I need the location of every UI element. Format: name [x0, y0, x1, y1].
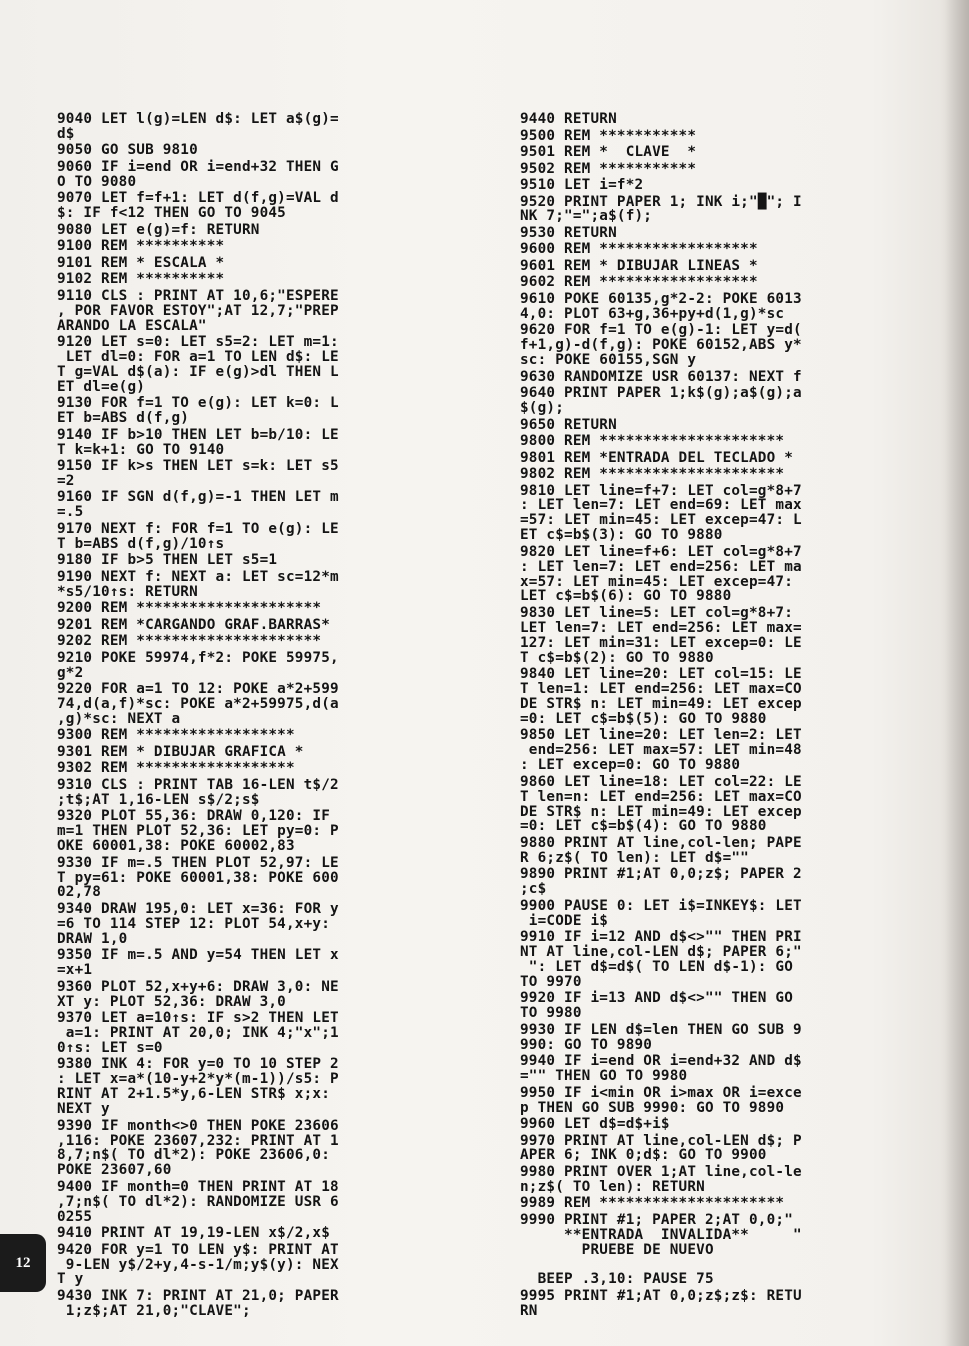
- code-line: 9180 IF b>5 THEN LET s5=1: [57, 552, 278, 569]
- code-line: 9050 GO SUB 9810: [57, 142, 198, 159]
- code-line: 9501 REM * CLAVE *: [520, 144, 697, 160]
- code-line: 9610 POKE 60135,g*2-2: POKE 6013 4,0: PLOT 63+g,36+py+d(1,g)*sc: [520, 290, 802, 322]
- code-line: 9930 IF LEN d$=len THEN GO SUB 9 990: GO TO 9890: [520, 1021, 802, 1053]
- code-line: 9860 LET line=18: LET col=22: LE T len=n: LET end=256: LET max=CO DE STR$ n: LET min=49: LET excep =0: LET c$=b$(4): GO TO 9880: [520, 773, 802, 835]
- code-line: 9970 PRINT AT line,col-LEN d$; P APER 6; INK 0;d$: GO TO 9900: [520, 1132, 802, 1164]
- code-line: 9900 PAUSE 0: LET i$=INKEY$: LET i=CODE i$: [520, 897, 802, 929]
- code-line: 9940 IF i=end OR i=end+32 AND d$ ="" THEN GO TO 9980: [520, 1053, 802, 1085]
- code-line: 9330 IF m=.5 THEN PLOT 52,97: LE T py=61: POKE 60001,38: POKE 600 02,78: [57, 854, 339, 901]
- code-line: 9600 REM ******************: [520, 241, 758, 258]
- page-edge-shadow: [945, 0, 969, 1346]
- page-number-tab: [0, 1234, 46, 1292]
- code-line: 9070 LET f=f+1: LET d(f,g)=VAL d $: IF f<12 THEN GO TO 9045: [57, 190, 339, 222]
- code-line: 9500 REM ***********: [520, 127, 697, 144]
- code-line: 9502 REM ***********: [520, 160, 697, 177]
- code-line: 9101 REM * ESCALA *: [57, 254, 225, 271]
- code-line: 9130 FOR f=1 TO e(g): LET k=0: L ET b=ABS d(f,g): [57, 395, 339, 427]
- code-line: 9370 LET a=10↑s: IF s>2 THEN LET a=1: PRINT AT 20,0; INK 4;"x";1 0↑s: LET s=0: [57, 1010, 339, 1056]
- page-number: 12: [15, 1254, 31, 1271]
- code-line: 9650 RETURN: [520, 416, 617, 433]
- code-line: 9400 IF month=0 THEN PRINT AT 18 ,7;n$( TO dl*2): RANDOMIZE USR 6 0255: [57, 1178, 339, 1225]
- code-line: 9420 FOR y=1 TO LEN y$: PRINT AT 9-LEN y$/2+y,4-s-1/m;y$(y): NEX T y: [57, 1241, 339, 1288]
- code-line: 9060 IF i=end OR i=end+32 THEN G O TO 9080: [57, 158, 339, 190]
- code-line: 9340 DRAW 195,0: LET x=36: FOR y =6 TO 114 STEP 12: PLOT 54,x+y: DRAW 1,0: [57, 900, 339, 947]
- code-line: 9410 PRINT AT 19,19-LEN x$/2,x$: [57, 1225, 331, 1242]
- listing-left-column: [57, 112, 457, 1320]
- code-line: 9102 REM **********: [57, 271, 225, 288]
- code-line: 9201 REM *CARGANDO GRAF.BARRAS*: [57, 616, 331, 633]
- code-line: 9850 LET line=20: LET len=2: LET end=256: LET max=57: LET min=48 : LET excep=0: GO TO 9880: [520, 727, 802, 774]
- code-line: 9160 IF SGN d(f,g)=-1 THEN LET m =.5: [57, 489, 339, 521]
- code-line: 9040 LET l(g)=LEN d$: LET a$(g)= d$: [57, 111, 339, 142]
- code-line: 9510 LET i=f*2: [520, 177, 644, 193]
- code-line: 9100 REM **********: [57, 238, 225, 255]
- code-line: 9220 FOR a=1 TO 12: POKE a*2+599 74,d(a,f)*sc: POKE a*2+59975,d(a ,g)*sc: NEXT a: [57, 681, 339, 727]
- code-line: 9320 PLOT 55,36: DRAW 0,120: IF m=1 THEN PLOT 52,36: LET py=0: P OKE 60001,38: POKE 60002,83: [57, 808, 339, 855]
- code-line: 9390 IF month<>0 THEN POKE 23606 ,116: POKE 23607,232: PRINT AT 1 8,7;n$( TO dl*2): POKE 23606,0: POKE 23607,60: [57, 1117, 339, 1179]
- code-line: 9302 REM ******************: [57, 760, 295, 777]
- code-line: 9380 INK 4: FOR y=0 TO 10 STEP 2 : LET x=a*(10-y+2*y*(m-1))/s5: P RINT AT 2+1.5*y,6-LEN STR$ x;x: NEXT y: [57, 1056, 339, 1118]
- code-line: 9190 NEXT f: NEXT a: LET sc=12*m *s5/10↑s: RETURN: [57, 568, 339, 600]
- code-line: 9820 LET line=f+6: LET col=g*8+7 : LET len=7: LET end=256: LET ma x=57: LET min=45: LET excep=47: LET c$=b$(6): GO TO 9880: [520, 543, 802, 605]
- code-line: 9200 REM *********************: [57, 600, 322, 617]
- code-line: 9080 LET e(g)=f: RETURN: [57, 221, 260, 238]
- code-line: 9801 REM *ENTRADA DEL TECLADO *: [520, 449, 794, 466]
- code-line: 9920 IF i=13 AND d$<>"" THEN GO TO 9980: [520, 990, 794, 1022]
- code-line: 9430 INK 7: PRINT AT 21,0; PAPER 1;z$;AT 21,0;"CLAVE";: [57, 1287, 339, 1319]
- code-line: 9960 LET d$=d$+i$: [520, 1116, 670, 1132]
- code-line: 9170 NEXT f: FOR f=1 TO e(g): LE T b=ABS d(f,g)/10↑s: [57, 520, 339, 552]
- code-line: 9601 REM * DIBUJAR LINEAS *: [520, 257, 758, 274]
- code-line: 9520 PRINT PAPER 1; INK i;"█"; I NK 7;"=";a$(f);: [520, 193, 802, 225]
- code-line: 9300 REM ******************: [57, 727, 295, 744]
- code-line: 9210 POKE 59974,f*2: POKE 59975, g*2: [57, 649, 339, 681]
- code-line: 9980 PRINT OVER 1;AT line,col-le n;z$( TO len): RETURN: [520, 1163, 802, 1195]
- code-line: 9301 REM * DIBUJAR GRAFICA *: [57, 743, 304, 760]
- code-line: 9440 RETURN: [520, 111, 617, 127]
- code-line: 9950 IF i<min OR i>max OR i=exce p THEN GO SUB 9990: GO TO 9890: [520, 1084, 802, 1116]
- code-line: 9990 PRINT #1; PAPER 2;AT 0,0;" **ENTRADA INVALIDA** " PRUEBE DE NUEVO BEEP .3,10: PAUSE 75: [520, 1211, 802, 1288]
- code-line: 9150 IF k>s THEN LET s=k: LET s5 =2: [57, 458, 339, 489]
- code-line: 9120 LET s=0: LET s5=2: LET m=1: LET dl=0: FOR a=1 TO LEN d$: LE T g=VAL d$(a): IF e(g)>dl THEN L ET dl=e(g): [57, 334, 339, 395]
- code-line: 9800 REM *********************: [520, 433, 785, 450]
- listing-right-column: [520, 112, 925, 1320]
- code-line: 9530 RETURN: [520, 224, 617, 241]
- code-line: 9989 REM *********************: [520, 1195, 785, 1212]
- code-line: 9910 IF i=12 AND d$<>"" THEN PRI NT AT line,col-LEN d$; PAPER 6;" ": LET d$=d$( TO LEN d$-1): GO TO 9970: [520, 929, 802, 990]
- code-line: 9830 LET line=5: LET col=g*8+7: LET len=7: LET end=256: LET max= 127: LET min=31: LET excep=0: LE T c$=b$(2): GO TO 9880: [520, 604, 802, 666]
- code-line: 9620 FOR f=1 TO e(g)-1: LET y=d( f+1,g)-d(f,g): POKE 60152,ABS y* sc: POKE 60155,SGN y: [520, 322, 802, 369]
- code-line: 9310 CLS : PRINT TAB 16-LEN t$/2 ;t$;AT 1,16-LEN s$/2;s$: [57, 776, 339, 808]
- code-line: 9880 PRINT AT line,col-len; PAPE R 6;z$( TO len): LET d$="": [520, 834, 802, 866]
- code-line: 9350 IF m=.5 AND y=54 THEN LET x =x+1: [57, 947, 339, 979]
- code-line: 9360 PLOT 52,x+y+6: DRAW 3,0: NE XT y: PLOT 52,36: DRAW 3,0: [57, 978, 339, 1010]
- code-line: 9890 PRINT #1;AT 0,0;z$; PAPER 2 ;c$: [520, 866, 802, 898]
- code-line: 9602 REM ******************: [520, 274, 758, 291]
- code-line: 9840 LET line=20: LET col=15: LE T len=1: LET end=256: LET max=CO DE STR$ n: LET min=49: LET excep =0: LET c$=b$(5): GO TO 9880: [520, 666, 802, 727]
- code-line: 9802 REM *********************: [520, 466, 785, 483]
- code-line: 9140 IF b>10 THEN LET b=b/10: LE T k=k+1: GO TO 9140: [57, 426, 339, 458]
- code-line: 9110 CLS : PRINT AT 10,6;"ESPERE , POR FAVOR ESTOY";AT 12,7;"PREP ARANDO LA ESCALA": [57, 287, 339, 334]
- code-line: 9810 LET line=f+7: LET col=g*8+7 : LET len=7: LET end=69: LET max =57: LET min=45: LET excep=47: L ET c$=b$(3): GO TO 9880: [520, 482, 802, 544]
- code-line: 9995 PRINT #1;AT 0,0;z$;z$: RETU RN: [520, 1287, 802, 1319]
- code-line: 9640 PRINT PAPER 1;k$(g);a$(g);a $(g);: [520, 385, 802, 417]
- code-line: 9202 REM *********************: [57, 633, 322, 650]
- code-line: 9630 RANDOMIZE USR 60137: NEXT f: [520, 368, 802, 385]
